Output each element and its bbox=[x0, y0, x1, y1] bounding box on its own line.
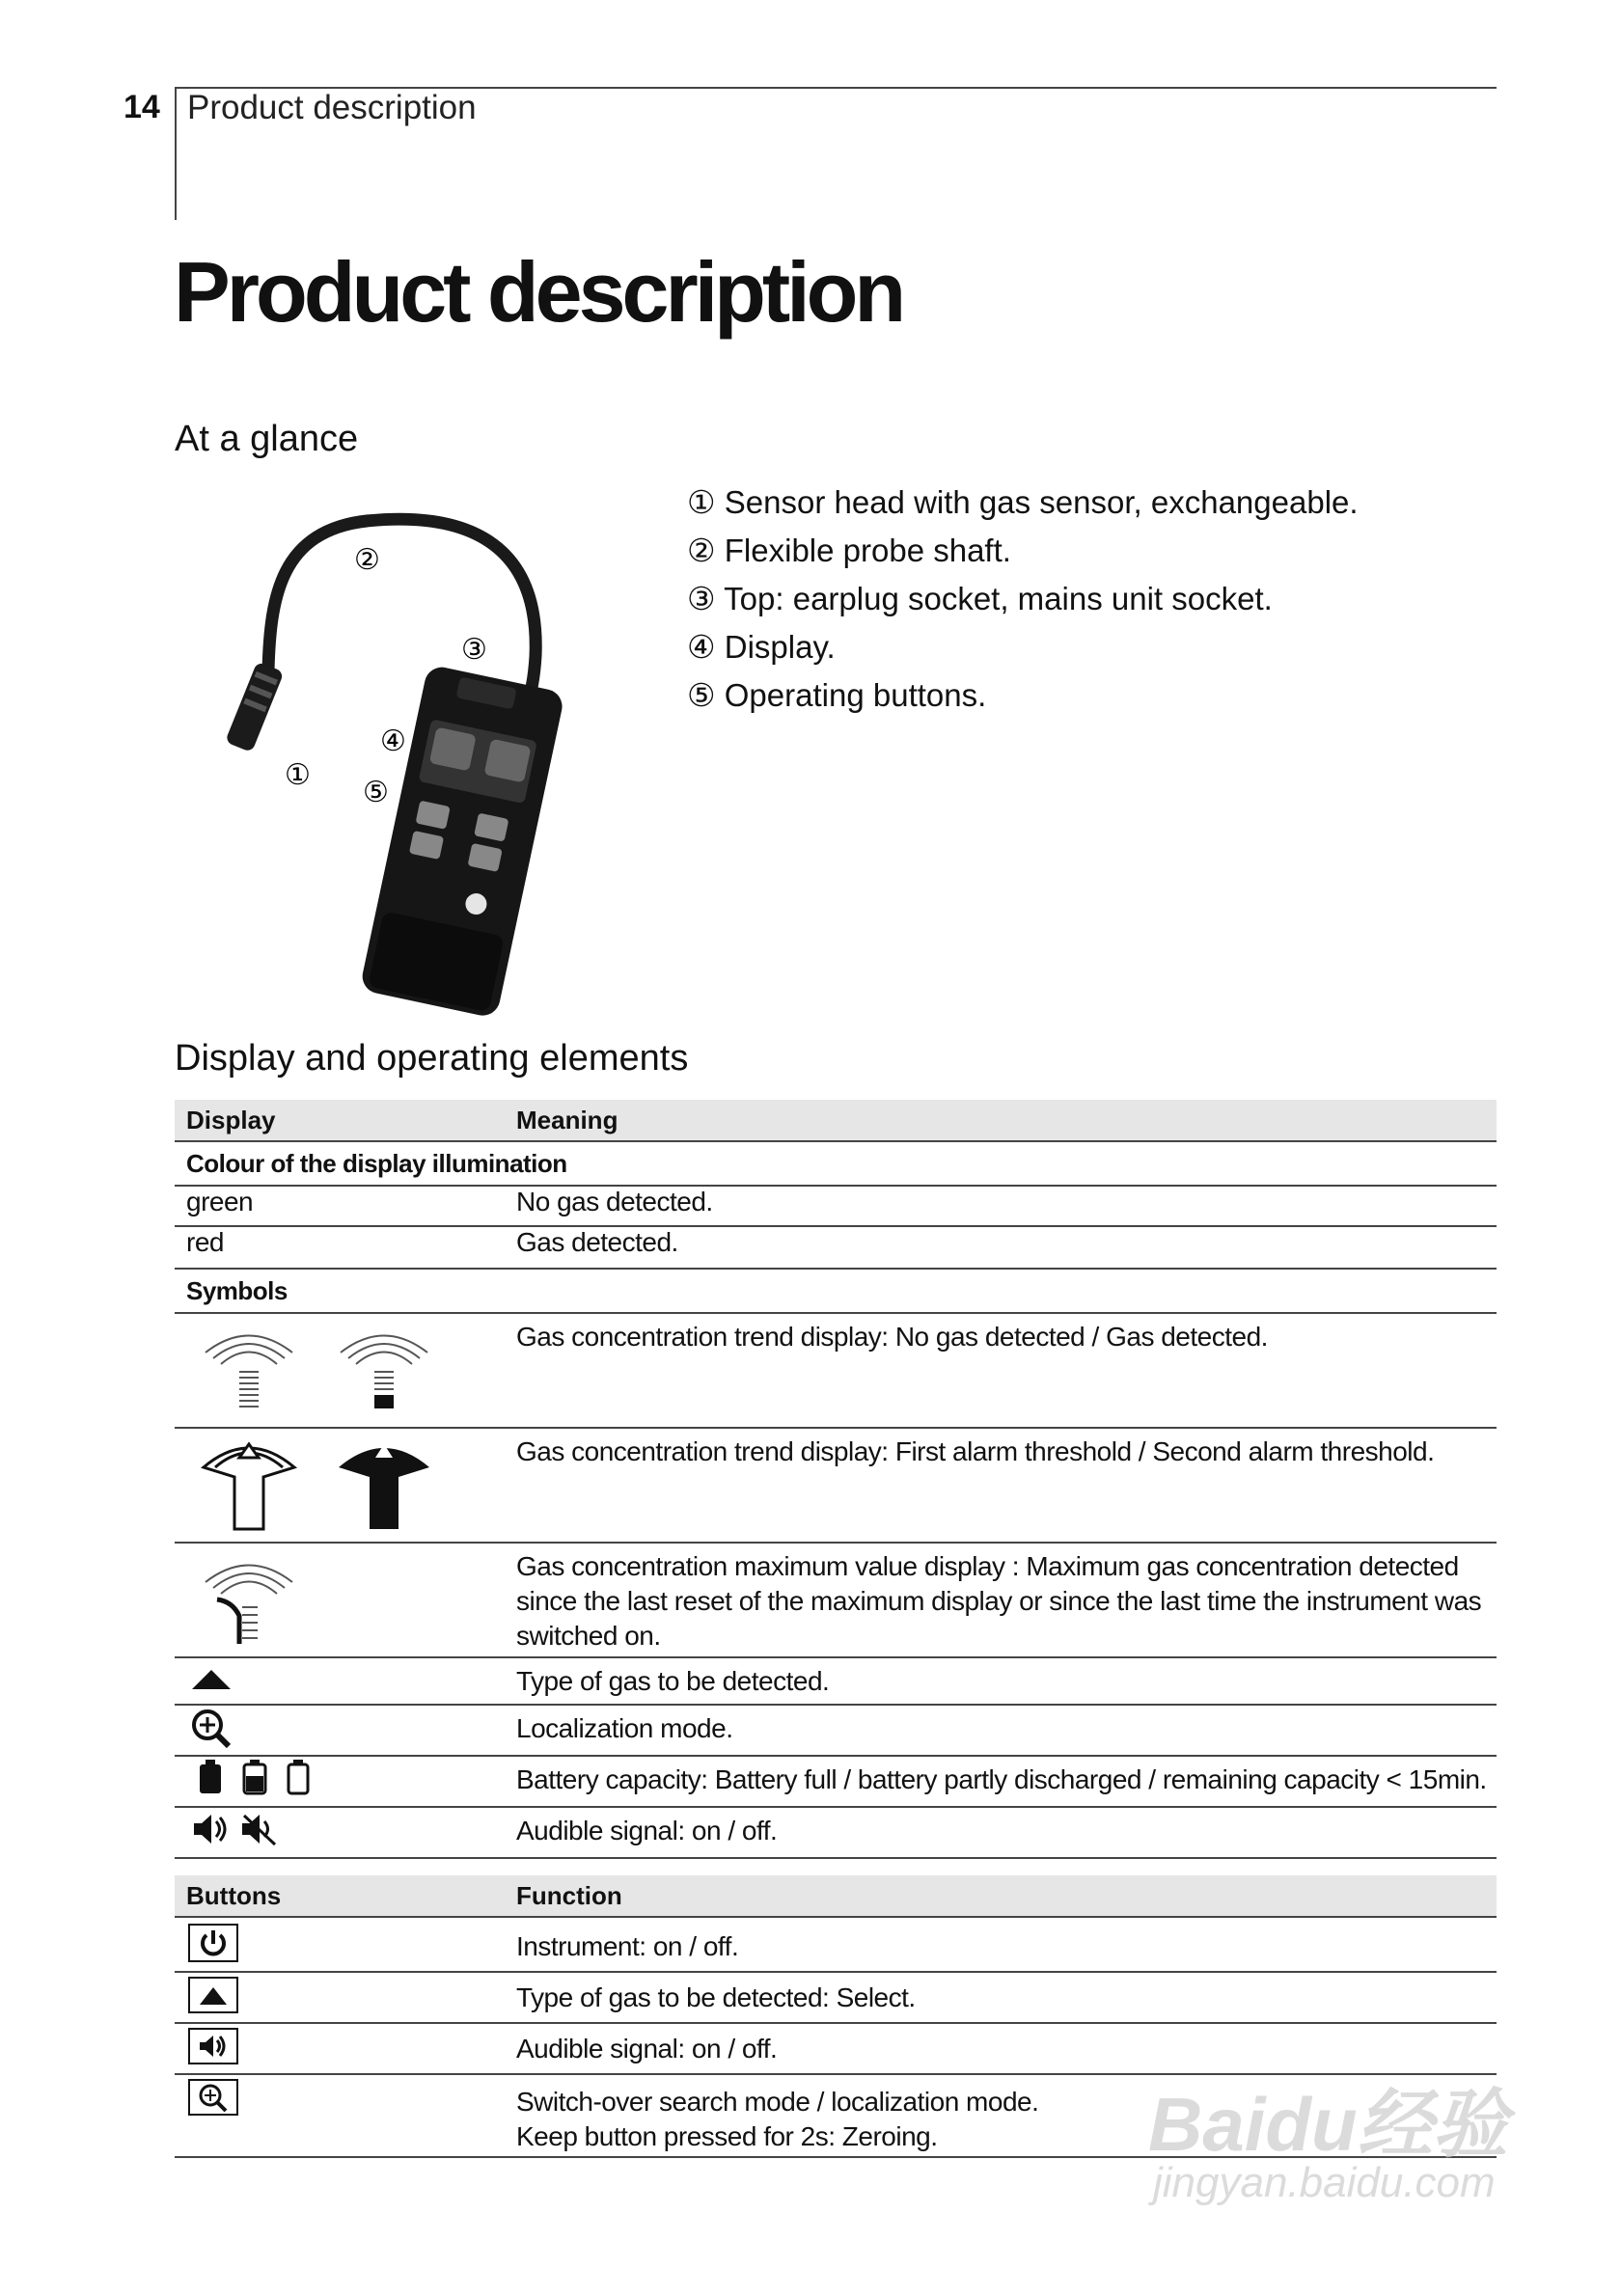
col-meaning: Meaning bbox=[505, 1100, 1497, 1141]
table-row: Gas concentration trend display: First alarm threshold / Second alarm threshold. bbox=[175, 1428, 1497, 1543]
table-row: red Gas detected. bbox=[175, 1226, 1497, 1269]
power-button-icon bbox=[186, 1922, 240, 1964]
callout-2: ② bbox=[354, 544, 380, 576]
zoom-in-icon bbox=[186, 1706, 244, 1748]
table-row: Instrument: on / off. bbox=[175, 1917, 1497, 1972]
search-mode-button-icon bbox=[186, 2077, 240, 2118]
search-function-line1: Switch-over search mode / localization mode. bbox=[516, 2087, 1039, 2117]
trend-display-icon bbox=[186, 1314, 456, 1420]
legend-item: ② Flexible probe shaft. bbox=[687, 533, 1011, 568]
callout-4: ④ bbox=[380, 725, 406, 757]
speaker-icon bbox=[186, 1808, 302, 1850]
table-row: Gas concentration maximum value display : Maximum gas concentration detected since the last reset of the maximum display or since the last time the instrument was switched on. bbox=[175, 1543, 1497, 1657]
section-heading-display: Display and operating elements bbox=[175, 1038, 689, 1079]
table-row: green No gas detected. bbox=[175, 1186, 1497, 1226]
watermark-logo: Baidu经验 bbox=[1148, 2082, 1508, 2167]
callout-1: ① bbox=[285, 759, 311, 791]
table-row: Battery capacity: Battery full / battery partly discharged / remaining capacity < 15min. bbox=[175, 1756, 1497, 1807]
callout-3: ③ bbox=[461, 634, 487, 666]
battery-icon bbox=[186, 1757, 341, 1799]
table-header-row bbox=[175, 1875, 1497, 1917]
table-header-row bbox=[175, 1100, 1497, 1141]
display-table bbox=[175, 1100, 1497, 1859]
gas-select-button-icon bbox=[186, 1975, 240, 2015]
section-heading-at-a-glance: At a glance bbox=[175, 419, 359, 459]
page-number: 14 bbox=[124, 89, 160, 125]
table-row: Type of gas to be detected. bbox=[175, 1657, 1497, 1705]
col-buttons: Buttons bbox=[175, 1875, 505, 1917]
watermark-url: jingyan.baidu.com bbox=[1153, 2159, 1496, 2206]
table-row: Localization mode. bbox=[175, 1705, 1497, 1756]
legend-item: ① Sensor head with gas sensor, exchangeable. bbox=[687, 484, 1359, 520]
alarm-threshold-icon bbox=[186, 1429, 456, 1535]
search-function-line2: Keep button pressed for 2s: Zeroing. bbox=[516, 2121, 938, 2151]
legend-item: ④ Display. bbox=[687, 629, 836, 665]
audio-button-icon bbox=[186, 2026, 240, 2066]
table-row: Audible signal: on / off. bbox=[175, 1807, 1497, 1858]
running-title: Product description bbox=[187, 89, 477, 126]
device-illustration bbox=[222, 482, 589, 1023]
header-divider-vertical bbox=[175, 87, 177, 220]
legend-item: ⑤ Operating buttons. bbox=[687, 677, 987, 713]
table-row: Type of gas to be detected: Select. bbox=[175, 1972, 1497, 2023]
page-title: Product description bbox=[174, 244, 903, 340]
gas-type-triangle-icon bbox=[186, 1658, 244, 1697]
col-function: Function bbox=[505, 1875, 1497, 1917]
max-value-icon bbox=[186, 1544, 456, 1650]
sensor-head bbox=[225, 661, 285, 752]
table-row: Gas concentration trend display: No gas detected / Gas detected. bbox=[175, 1313, 1497, 1428]
component-legend bbox=[687, 478, 1359, 720]
table-row: Audible signal: on / off. bbox=[175, 2023, 1497, 2074]
table-section-row: Colour of the display illumination bbox=[175, 1141, 1497, 1186]
callout-5: ⑤ bbox=[363, 777, 389, 808]
legend-item: ③ Top: earplug socket, mains unit socket. bbox=[687, 581, 1273, 616]
device-body bbox=[359, 664, 565, 1019]
col-display: Display bbox=[175, 1100, 505, 1141]
table-section-row: Symbols bbox=[175, 1269, 1497, 1313]
